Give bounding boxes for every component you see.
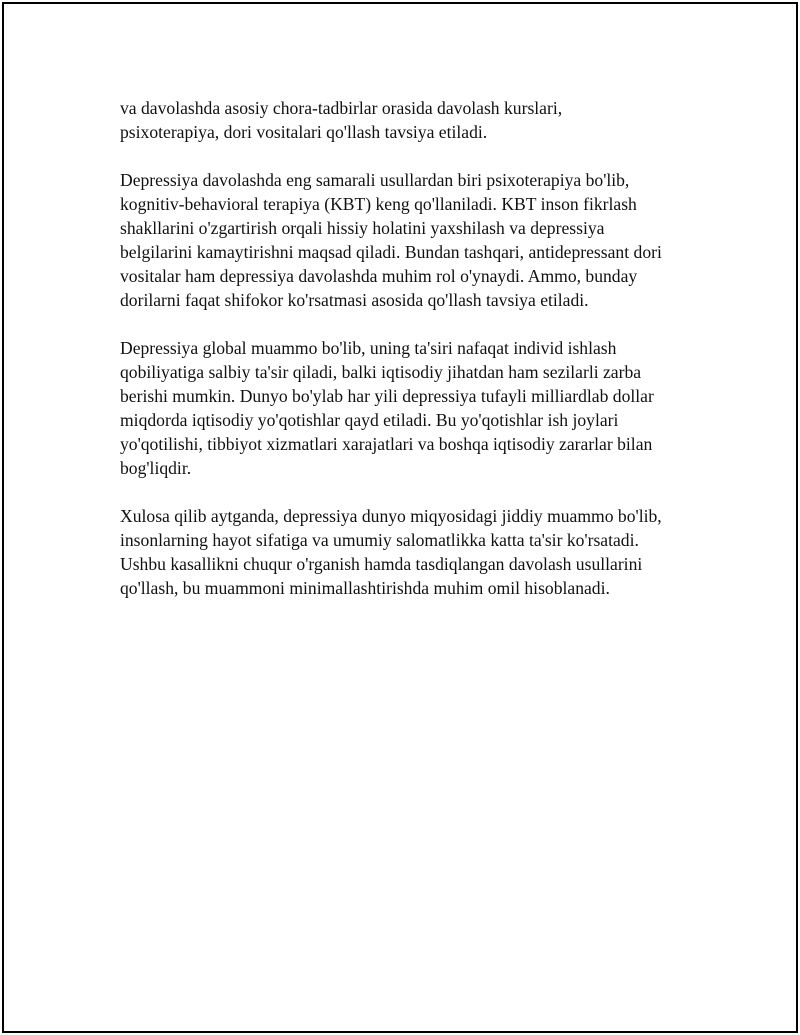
text-line: qobiliyatiga salbiy ta'sir qiladi, balki iqtisodiy jihatdan ham sezilarli zarba [120, 362, 642, 382]
text-line: belgilarini kamaytirishni maqsad qiladi. Bundan tashqari, antidepressant dori [120, 242, 662, 262]
paragraph-4 [120, 504, 720, 600]
text-line: berishi mumkin. Dunyo bo'ylab har yili depressiya tufayli milliardlab dollar [120, 386, 654, 406]
text-line: Depressiya davolashda eng samarali usullardan biri psixoterapiya bo'lib, [120, 170, 630, 190]
text-line: psixoterapiya, dori vositalari qo'llash tavsiya etiladi. [120, 122, 488, 142]
text-line: vositalar ham depressiya davolashda muhim rol o'ynaydi. Ammo, bunday [120, 266, 638, 286]
text-line: miqdorda iqtisodiy yo'qotishlar qayd etiladi. Bu yo'qotishlar ish joylari [120, 410, 619, 430]
text-line: Ushbu kasallikni chuqur o'rganish hamda tasdiqlangan davolash usullarini [120, 554, 643, 574]
paragraph-1 [120, 96, 720, 144]
document-page [2, 2, 798, 1033]
text-line: yo'qotilishi, tibbiyot xizmatlari xarajatlari va boshqa iqtisodiy zararlar bilan [120, 434, 653, 454]
text-line: qo'llash, bu muammoni minimallashtirishda muhim omil hisoblanadi. [120, 578, 610, 598]
text-line: Depressiya global muammo bo'lib, uning ta'siri nafaqat individ ishlash [120, 338, 617, 358]
text-line: kognitiv-behavioral terapiya (KBT) keng qo'llaniladi. KBT inson fikrlash [120, 194, 637, 214]
text-line: bog'liqdir. [120, 458, 192, 478]
document-body [120, 96, 720, 624]
text-line: insonlarning hayot sifatiga va umumiy salomatlikka katta ta'sir ko'rsatadi. [120, 530, 639, 550]
text-line: Xulosa qilib aytganda, depressiya dunyo miqyosidagi jiddiy muammo bo'lib, [120, 506, 662, 526]
paragraph-2 [120, 168, 720, 312]
paragraph-3 [120, 336, 720, 480]
text-line: va davolashda asosiy chora-tadbirlar orasida davolash kurslari, [120, 98, 563, 118]
text-line: shakllarini o'zgartirish orqali hissiy holatini yaxshilash va depressiya [120, 218, 605, 238]
text-line: dorilarni faqat shifokor ko'rsatmasi asosida qo'llash tavsiya etiladi. [120, 290, 589, 310]
